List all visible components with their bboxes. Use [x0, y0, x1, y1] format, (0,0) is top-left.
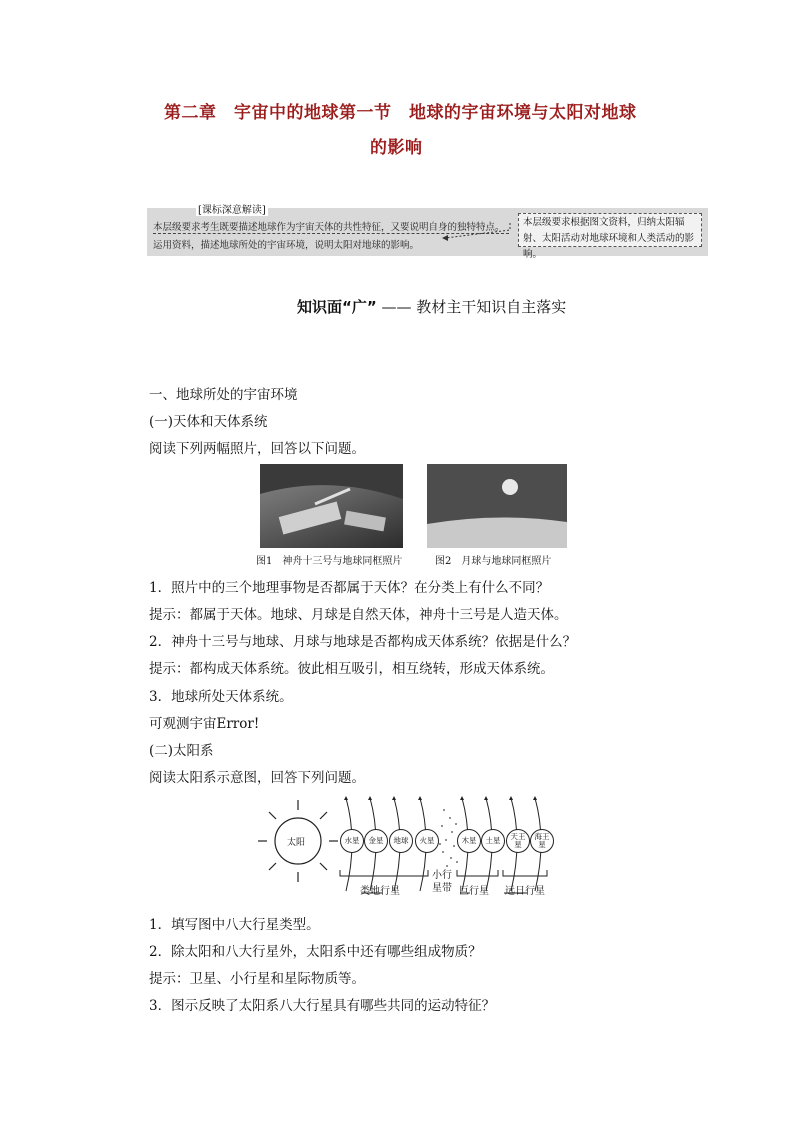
sun-label: 太阳 — [287, 838, 306, 848]
connector-arrow — [440, 222, 520, 244]
standard-line2: 运用资料，描述地球所处的宇宙环境，说明太阳对地球的影响。 — [153, 240, 420, 251]
planet-mercury: 水星 — [340, 829, 364, 853]
planet-uranus: 天王星 — [506, 829, 530, 853]
spacecraft-illustration — [260, 464, 403, 548]
shenzhou-earth-photo — [260, 464, 403, 548]
page-title-line1: 第二章 宇宙中的地球第一节 地球的宇宙环境与太阳对地球 — [164, 103, 637, 123]
section-header — [297, 296, 566, 317]
answer-1: 提示：都属于天体。地球、月球是自然天体，神舟十三号是人造天体。 — [149, 607, 568, 623]
intro-text-1: 阅读下列两幅照片，回答以下问题。 — [149, 441, 365, 457]
planet-venus: 金星 — [364, 829, 388, 853]
planet-mars: 火星 — [415, 829, 439, 853]
caption-2: 图2 月球与地球同框照片 — [435, 556, 552, 567]
question-1: 1．照片中的三个地理事物是否都属于天体？在分类上有什么不同？ — [149, 580, 550, 596]
sub-question-3: 3．图示反映了太阳系八大行星具有哪些共同的运动特征？ — [149, 998, 496, 1014]
section-header-dash: —— — [381, 298, 412, 316]
group-outer: 远日行星 — [505, 886, 545, 897]
section-header-bold: 知识面“广” — [297, 298, 377, 316]
standard-label: [课标深意解读] — [196, 201, 268, 216]
asteroid-belt-line2: 星带 — [432, 883, 452, 894]
sub-question-1: 1．填写图中八大行星类型。 — [149, 917, 320, 933]
heading-3: (二)太阳系 — [149, 743, 214, 759]
group-terrestrial: 类地行星 — [360, 886, 400, 897]
question-2: 2．神舟十三号与地球、月球与地球是否都构成天体系统？依据是什么？ — [149, 634, 577, 650]
answer-2: 提示：都构成天体系统。彼此相互吸引，相互绕转，形成天体系统。 — [149, 661, 554, 677]
asteroid-belt-line1: 小行 — [432, 870, 452, 881]
page-title-line2: 的影响 — [370, 138, 423, 158]
caption-1: 图1 神舟十三号与地球同框照片 — [256, 556, 403, 567]
sub-question-2: 2．除太阳和八大行星外，太阳系中还有哪些组成物质？ — [149, 944, 482, 960]
heading-1: 一、地球所处的宇宙环境 — [149, 387, 298, 403]
section-header-rest: 教材主干知识自主落实 — [416, 298, 567, 316]
standard-line1: 本层级要求考生既要描述地球作为宇宙天体的共性特征，又要说明自身的独特特点。 — [153, 219, 509, 234]
planet-saturn: 土星 — [481, 829, 505, 853]
group-giant: 巨行星 — [459, 886, 489, 897]
planet-earth: 地球 — [389, 829, 413, 853]
standard-note: 本层级要求根据图文资料，归纳太阳辐射、太阳活动对地球环境和人类活动的影响。 — [518, 213, 702, 247]
question-3-error: 可观测宇宙Error! — [149, 716, 260, 732]
sub-answer-2: 提示：卫星、小行星和星际物质等。 — [149, 971, 365, 987]
moon-earth-illustration — [427, 464, 567, 548]
question-3: 3．地球所处天体系统。 — [149, 689, 293, 705]
solar-system-diagram — [258, 796, 568, 900]
planet-neptune: 海王星 — [530, 829, 554, 853]
planet-jupiter: 木星 — [457, 829, 481, 853]
moon-earth-photo — [427, 464, 567, 548]
intro-text-2: 阅读太阳系示意图，回答下列问题。 — [149, 770, 365, 786]
heading-2: (一)天体和天体系统 — [149, 414, 268, 430]
